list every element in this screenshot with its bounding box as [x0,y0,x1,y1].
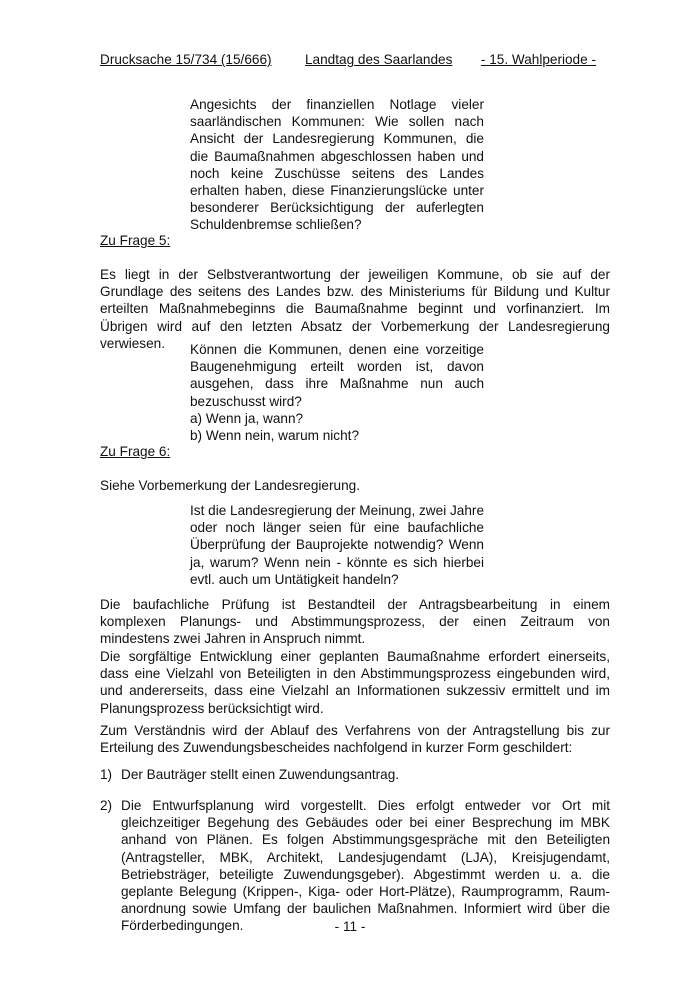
page-header [100,52,596,70]
answer-7-paragraph-2: Die sorgfältige Entwicklung einer geplanten Baumaßnahme erfordert einerseits, dass eine Vielzahl von Beteiligten in den Abstimmungsprozess eingebunden wird, und andererseits, dass eine Vielzahl an Informationen sukzessiv ermittelt und im Planungsprozess berücksichtigt wird. [100,649,610,716]
list-item-number: 2) [100,798,113,813]
answer-5-paragraph: Es liegt in der Selbstverantwortung der jeweiligen Kommune, ob sie auf der Grundlage des seitens des Landes bzw. des Ministeriums für Bildung und Kultur erteilten Maßnahmebeginns die Baumaßnahme beginnt und vorfinanziert. Im Übrigen wird auf den letzten Absatz der Vorbemerkung der Landesregierung verwiesen. [100,267,610,351]
question-4-quote: Angesichts der finanziellen Notlage vieler saarländischen Kommunen: Wie sollen nach Ansicht der Landesregierung Kommunen, die die Baumaßnahmen abgeschlossen haben und noch keine Zuschüsse seitens des Landes erhalten haben, diese Finanzierungslücke unter besonderer Berücksichtigung der auferlegten Schuldenbremse schließen? [190,97,484,233]
header-parliament: Landtag des Saarlandes [305,52,453,67]
page-number: - 11 - [334,919,366,934]
question-6-option-b: b) Wenn nein, warum nicht? [190,428,359,444]
list-item-text: Die Entwurfsplanung wird vorgestellt. Dies erfolgt entweder vor Ort mit gleichzeitiger Begehung des Gebäudes oder bei einer Besprechung im MBK anhand von Plänen. Es folgen Abstimmungsgespräche mit den Beteiligten (Antragsteller, MBK, Architekt, Landesjugendamt (LJA), Kreisjugendamt, Betriebsträger, beteiligte Zuwendungsgeber). Abgestimmt werden u. a. die geplante Belegung (Krippen-, Kiga- oder Hort-Plätze), Raumprogramm, Raum-anordnung sowie Umfang der baulichen Maßnahmen. Informiert wird über die Förderbedingungen. [121,798,610,934]
list-item-text: Der Bauträger stellt einen Zuwendungsantrag. [121,767,400,782]
heading-answer-6: Zu Frage 6: [100,444,171,459]
question-6-text: Können die Kommunen, denen eine vorzeitige Baugenehmigung erteilt worden ist, davon ausgehen, dass ihre Maßnahme nun auch bezuschusst wird? [190,342,484,409]
header-document-number: Drucksache 15/734 (15/666) [100,52,272,67]
answer-7-paragraph-3: Zum Verständnis wird der Ablauf des Verfahrens von der Antragstellung bis zur Erteilung des Zuwendungsbescheides nachfolgend in kurzer Form geschildert: [100,723,610,756]
question-7-quote: Ist die Landesregierung der Meinung, zwei Jahre oder noch länger seien für eine baufachliche Überprüfung der Bauprojekte notwendig? Wenn ja, warum? Wenn nein - könnte es sich hierbei evtl. auch um Untätigkeit handeln? [190,503,484,587]
question-6-quote [190,341,484,444]
answer-6-paragraph: Siehe Vorbemerkung der Landesregierung. [100,478,360,493]
list-item-number: 1) [100,767,113,782]
header-period: - 15. Wahlperiode - [480,52,596,67]
answer-7-paragraph-1: Die baufachliche Prüfung ist Bestandteil der Antragsbearbeitung in einem komplexen Planungs- und Abstimmungsprozess, der einen Zeitraum von mindestens zwei Jahren in Anspruch nimmt. [100,597,610,647]
heading-answer-5: Zu Frage 5: [100,233,171,248]
question-6-option-a: a) Wenn ja, wann? [190,410,304,426]
